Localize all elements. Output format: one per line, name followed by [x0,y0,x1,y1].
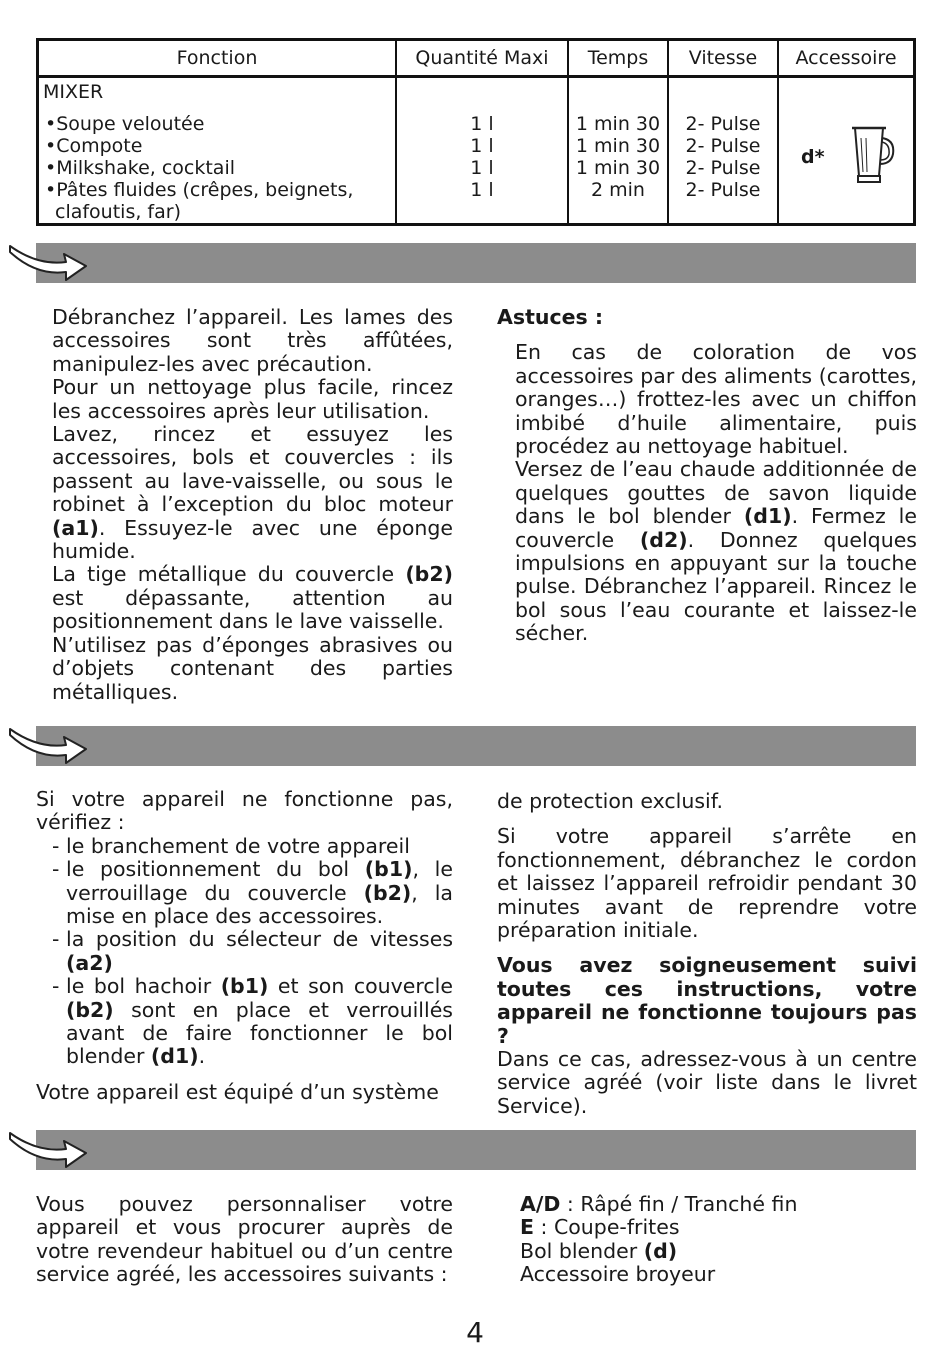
ingredient-item: clafoutis, far) [55,201,181,223]
arrow-icon [8,236,88,288]
cleaning-paragraph: La tige métallique du couvercle (b2) est dépassante, attention au positionnement dans le lave vaisselle. [52,562,453,634]
time-value: 1 min 30 [575,113,661,135]
cleaning-paragraph: N’utilisez pas d’éponges abrasives ou d’objets contenant des parties métalliques. [52,632,453,704]
header-temps: Temps [568,40,668,77]
accessory-item: E : Coupe-frites [520,1215,680,1240]
cleaning-paragraph: Pour un nettoyage plus facile, rincez les accessoires après leur utilisation. [52,375,453,423]
arrow-icon [8,1123,88,1175]
fonction-cell [38,77,397,225]
header-fonction: Fonction [38,40,397,77]
check-item: - la position du sélecteur de vitesses (a2) [36,928,453,975]
accessory-label: d* [801,146,825,168]
trouble-right [497,790,917,1118]
time-value: 1 min 30 [575,135,661,157]
quantite-cell [396,77,568,225]
check-list [36,835,453,1069]
arrow-icon [8,719,88,771]
accessory-item: Accessoire broyeur [520,1262,716,1287]
check-item: - le branchement de votre appareil [36,835,453,858]
temps-cell [568,77,668,225]
accessoire-cell [778,77,915,225]
section-banner-cleaning [36,243,916,283]
section-banner-trouble [36,726,916,766]
stop-text: Si votre appareil s’arrête en fonctionnement, débranchez le cordon et laissez l’appareil refroidir pendant 30 minutes avant de reprendre votre préparation initiale. [497,824,917,943]
tips-title: Astuces : [497,305,604,329]
protection-text: de protection exclusif. [497,789,723,813]
mixer-table [36,38,916,226]
tips-paragraph: Versez de l’eau chaude additionnée de quelques gouttes de savon liquide dans le bol blender (d1). Fermez le couvercle (d2). Donnez quelques impulsions en appuyant sur la touche pulse. Débranchez l’appareil. Rincez le bol sous l’eau courante et laissez-le sécher. [515,457,917,646]
page-number: 4 [466,1316,484,1349]
ref-a1: (a1) [52,515,99,540]
check-item: - le bol hachoir (b1) et son couvercle (b2) sont en place et verrouillés avant de faire fonctionner le bol blender (d1). [36,975,453,1069]
ingredient-item: •Compote [45,135,143,157]
speed-value: 2- Pulse [685,113,761,135]
section-mixer: MIXER [43,81,104,103]
speed-value: 2- Pulse [685,135,761,157]
tips-paragraph: En cas de coloration de vos accessoires par des aliments (carottes, oranges…) frottez-les avec un chiffon imbibé d’huile alimentaire, puis procédez au nettoyage habituel. [515,340,917,459]
header-quantite: Quantité Maxi [396,40,568,77]
quantity-value: 1 l [470,157,494,179]
quantity-value: 1 l [470,113,494,135]
trouble-left [36,788,453,1104]
vitesse-cell [668,77,778,225]
header-accessoire: Accessoire [778,40,915,77]
ingredient-item: •Soupe veloutée [45,113,205,135]
cleaning-paragraph: Lavez, rincez et essuyez les accessoires, bols et couvercles : ils passent au lave-vaisselle, ou sous le robinet à l’exception du bloc moteur (a1). Essuyez-le avec une éponge humide. [52,422,453,564]
ingredient-item: •Milkshake, cocktail [45,157,236,179]
header-vitesse: Vitesse [668,40,778,77]
time-value: 2 min [591,179,645,201]
speed-value: 2- Pulse [685,157,761,179]
cleaning-paragraph: Débranchez l’appareil. Les lames des accessoires sont très affûtées, manipulez-les avec précaution. [52,305,453,376]
time-value: 1 min 30 [575,157,661,179]
ref-d1: (d1) [743,504,792,529]
ref-b2: (b2) [405,562,453,587]
quantity-value: 1 l [470,135,494,157]
trouble-intro: Si votre appareil ne fonctionne pas, vérifiez : [36,787,453,835]
accessories-intro: Vous pouvez personnaliser votre appareil et vous procurer auprès de votre revendeur habituel ou d’un centre service agréé, les accessoires suivants : [36,1192,453,1287]
question-text: Vous avez soigneusement suivi toutes ces instructions, votre appareil ne fonctionne toujours pas ? [497,953,917,1048]
check-item: - le positionnement du bol (b1), le verrouillage du couvercle (b2), la mise en place des accessoires. [36,858,453,928]
ingredient-item: •Pâtes fluides (crêpes, beignets, [45,179,354,201]
tips-block [497,306,917,646]
cleaning-text [52,306,453,704]
ref-d2: (d2) [639,527,688,552]
accessories-list [520,1193,917,1287]
section-banner-accessories [36,1130,916,1170]
accessory-item: Bol blender (d) [520,1238,678,1263]
answer-text: Dans ce cas, adressez-vous à un centre service agréé (voir liste dans le livret Service). [497,1047,917,1118]
blender-jug-icon [849,124,897,189]
system-text: Votre appareil est équipé d’un système [36,1079,439,1104]
speed-value: 2- Pulse [685,179,761,201]
accessory-item: A/D : Râpé fin / Tranché fin [520,1192,798,1216]
quantity-value: 1 l [470,179,494,201]
